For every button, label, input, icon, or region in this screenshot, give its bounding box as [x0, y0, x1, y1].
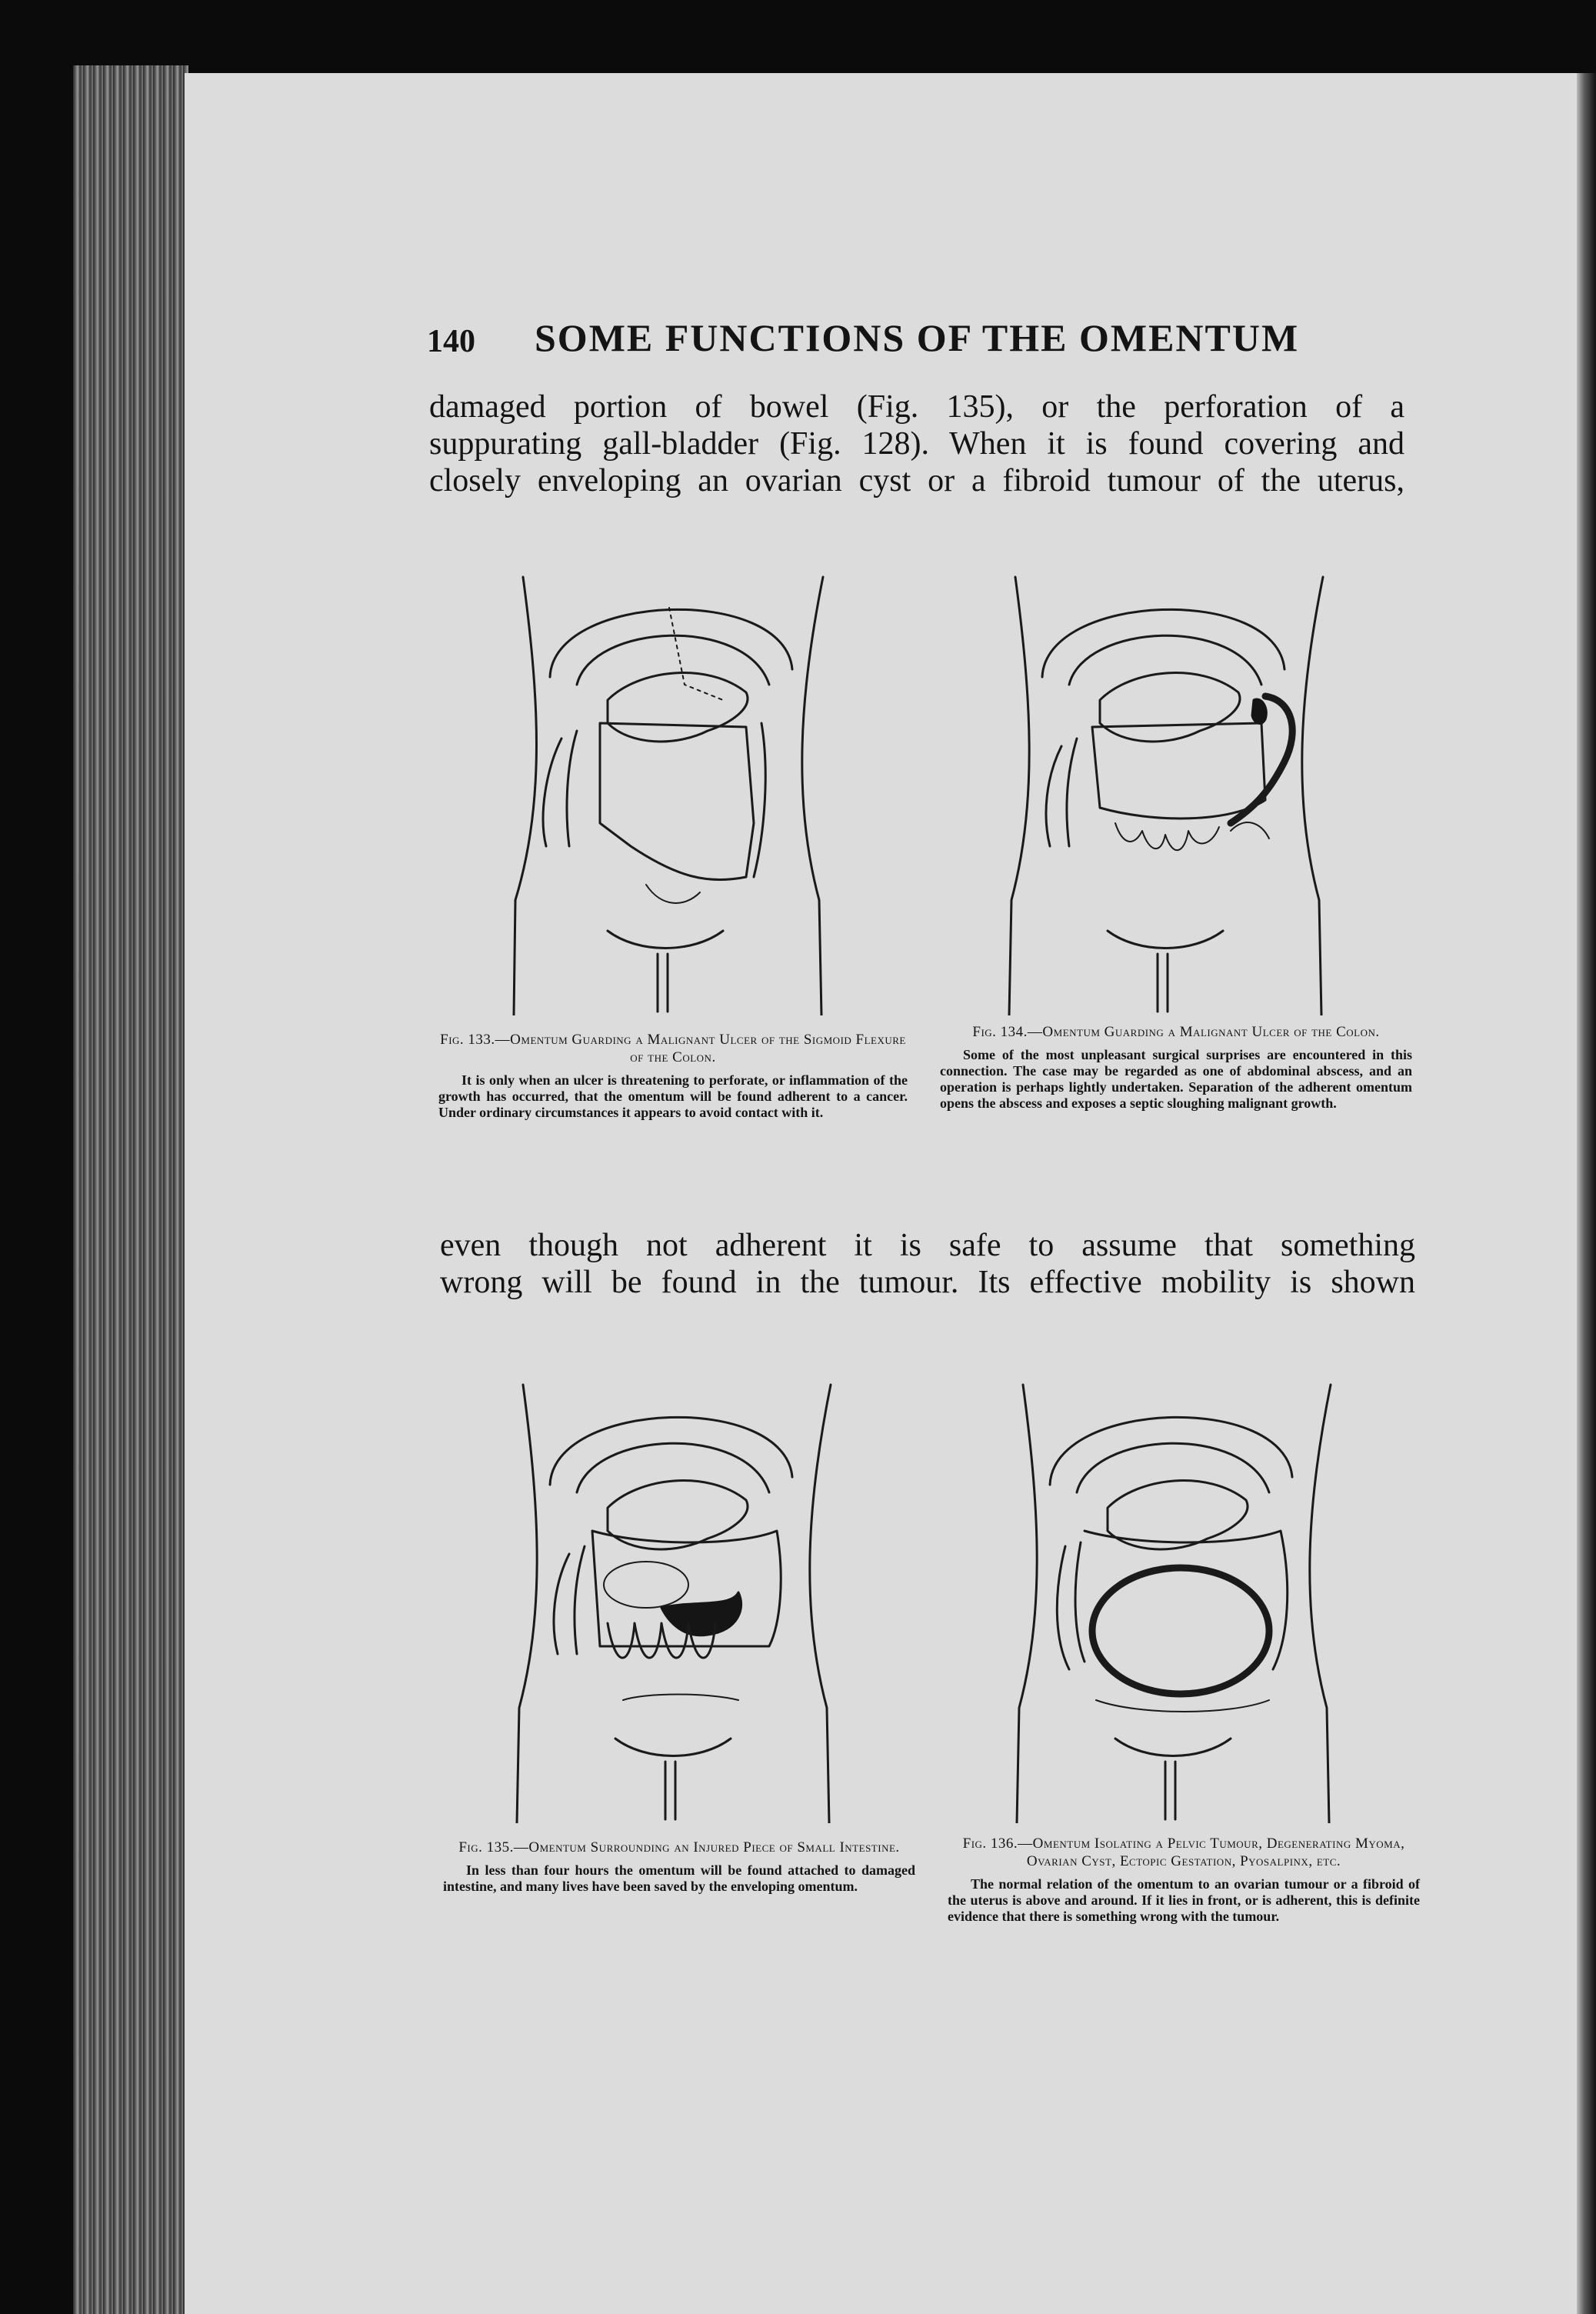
figure-136-illustration — [1008, 1377, 1346, 1823]
text-line: suppurating gall-bladder (Fig. 128). When it is found covering and — [429, 426, 1404, 462]
figure-133-caption — [438, 1031, 908, 1121]
right-page-edge — [1577, 73, 1596, 2314]
figure-134-caption — [940, 1023, 1412, 1112]
paragraph-middle — [440, 1227, 1415, 1301]
figure-135-title: Fig. 135.—Omentum Surrounding an Injured Piece of Small Intestine. — [458, 1839, 900, 1856]
paragraph-top — [429, 388, 1404, 499]
figure-134-illustration — [1000, 569, 1338, 1015]
page-number: 140 — [427, 324, 475, 359]
figure-136-title: Fig. 136.—Omentum Isolating a Pelvic Tumour, Degenerating Myoma, Ovarian Cyst, Ectopic Gestation, Pyosalpinx, etc. — [962, 1836, 1405, 1869]
text-line: wrong will be found in the tumour. Its effective mobility is shown — [440, 1265, 1415, 1300]
figure-133-caption-text: It is only when an ulcer is threatening to perforate, or inflammation of the growth has occurred, that the omentum will be found adherent to a cancer. Under ordinary circumstances it appears to avoid contact with it. — [438, 1072, 908, 1120]
running-head: SOME FUNCTIONS OF THE OMENTUM — [535, 316, 1300, 359]
figure-136-caption — [948, 1835, 1420, 1925]
book-spine-edge — [73, 65, 188, 2314]
text-line: closely enveloping an ovarian cyst or a fibroid tumour of the uterus, — [429, 463, 1404, 498]
text-line: even though not adherent it is safe to assume that something — [440, 1228, 1415, 1263]
figure-135-caption — [443, 1839, 915, 1895]
figure-136-caption-text: The normal relation of the omentum to an ovarian tumour or a fibroid of the uterus is above and around. If it lies in front, or is adherent, this is definite evidence that there is something wrong with the tumour. — [948, 1876, 1420, 1924]
figure-134-title: Fig. 134.—Omentum Guarding a Malignant Ulcer of the Colon. — [972, 1024, 1380, 1040]
text-line: damaged portion of bowel (Fig. 135), or the perforation of a — [429, 389, 1404, 425]
figure-135-illustration — [508, 1377, 846, 1823]
figure-133-title: Fig. 133.—Omentum Guarding a Malignant Ulcer of the Sigmoid Flexure of the Colon. — [440, 1032, 906, 1065]
figure-134-caption-text: Some of the most unpleasant surgical surprises are encountered in this connection. The case may be regarded as one of abdominal abscess, and an operation is perhaps lightly undertaken. Separation of the adherent omentum opens the abscess and exposes a septic sloughing malignant growth. — [940, 1047, 1412, 1111]
figure-133-illustration — [492, 569, 831, 1015]
figure-135-caption-text: In less than four hours the omentum will be found attached to damaged intestine, and many lives have been saved by the enveloping omentum. — [443, 1862, 915, 1894]
